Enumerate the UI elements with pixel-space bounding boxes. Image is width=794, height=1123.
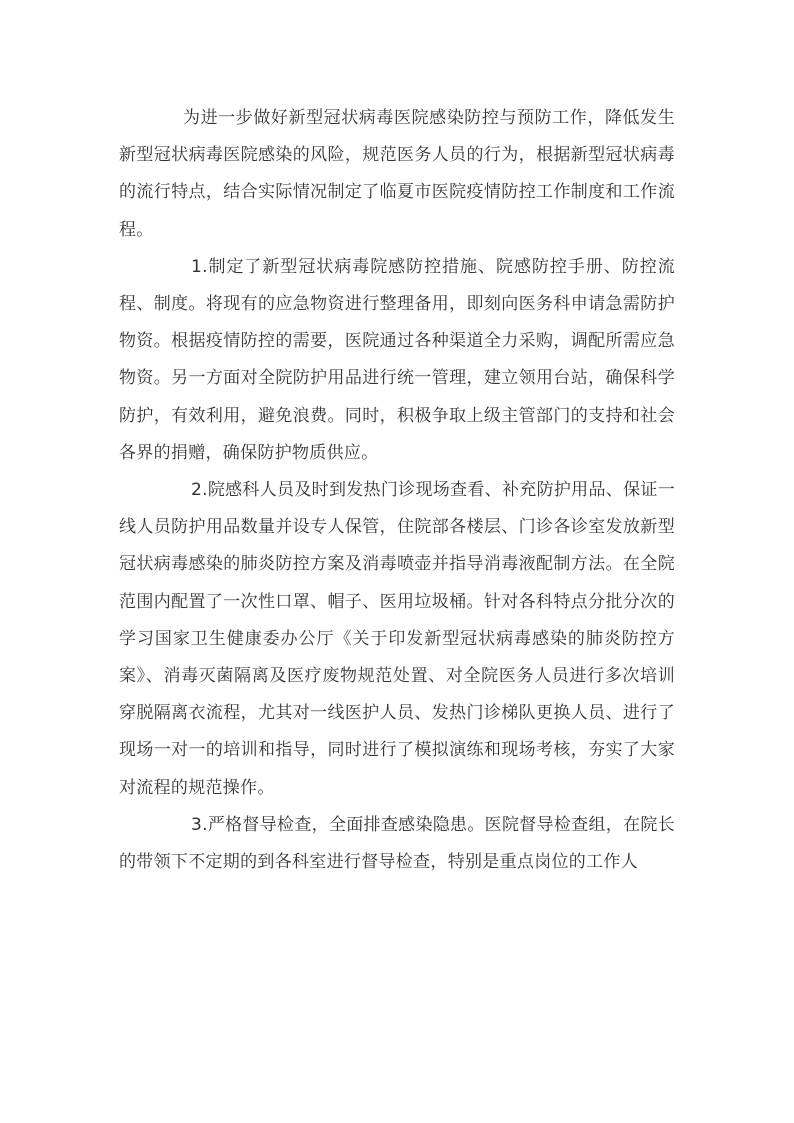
- paragraph-item-2: 2.院感科人员及时到发热门诊现场查看、补充防护用品、保证一线人员防护用品数量并设专人保管，住院部各楼层、门诊各诊室发放新型冠状病毒感染的肺炎防控方案及消毒喷壶并指导消毒液配制方法。在全院范围内配置了一次性口罩、帽子、医用垃圾桶。针对各科特点分批分次的学习国家卫生健康委办公厅《关于印发新型冠状病毒感染的肺炎防控方案》、消毒灭菌隔离及医疗废物规范处置、对全院医务人员进行多次培训穿脱隔离衣流程，尤其对一线医护人员、发热门诊梯队更换人员、进行了现场一对一的培训和指导，同时进行了模拟演练和现场考核，夯实了大家对流程的规范操作。: [119, 480, 675, 798]
- paragraph-item-1: 1.制定了新型冠状病毒院感防控措施、院感防控手册、防控流程、制度。将现有的应急物资进行整理备用，即刻向医务科申请急需防护物资。根据疫情防控的需要，医院通过各种渠道全力采购，调配所需应急物资。另一方面对全院防护用品进行统一管理，建立领用台站，确保科学防护，有效利用，避免浪费。同时，积极争取上级主管部门的支持和社会各界的捐赠，确保防护物质供应。: [119, 256, 675, 463]
- document-page: [119, 100, 675, 881]
- paragraph-intro: 为进一步做好新型冠状病毒医院感染防控与预防工作，降低发生新型冠状病毒医院感染的风险，规范医务人员的行为，根据新型冠状病毒的流行特点，结合实际情况制定了临夏市医院疫情防控工作制度和工作流程。: [119, 108, 675, 240]
- paragraph-item-3: 3.严格督导检查，全面排查感染隐患。医院督导检查组，在院长的带领下不定期的到各科室进行督导检查，特别是重点岗位的工作人: [119, 814, 675, 873]
